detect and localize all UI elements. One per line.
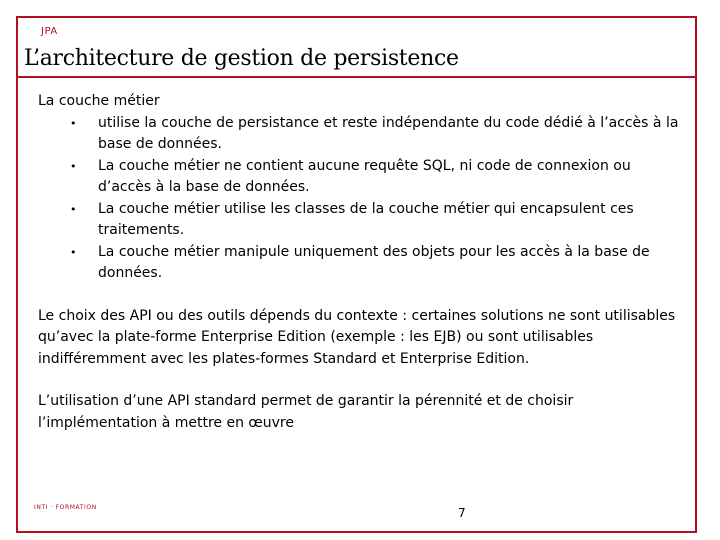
bullet-icon: •	[70, 202, 77, 216]
bullet-icon: •	[70, 116, 77, 130]
bullet-item	[70, 199, 688, 242]
paragraph-api-standard: L’utilisation d’une API standard permet de garantir la pérennité et de choisir l’implémentation à mettre en œuvre	[38, 393, 574, 431]
page-number: 7	[458, 506, 466, 520]
bullet-icon: •	[70, 159, 77, 173]
bullet-text: La couche métier ne contient aucune requête SQL, ni code de connexion ou d’accès à la base de données.	[98, 157, 631, 195]
bullet-text: utilise la couche de persistance et reste indépendante du code dédié à l’accès à la base de données.	[98, 114, 679, 152]
bullet-item	[70, 113, 688, 156]
bullet-item	[70, 242, 688, 285]
title-divider	[16, 76, 697, 78]
bullet-icon: •	[70, 245, 77, 259]
bullet-list	[38, 113, 688, 285]
section-heading: La couche métier	[38, 93, 160, 109]
footer-logo: INTI · FORMATION	[34, 504, 97, 511]
bullet-text: La couche métier utilise les classes de la couche métier qui encapsulent ces traitements.	[98, 200, 634, 238]
bullet-text: La couche métier manipule uniquement des objets pour les accès à la base de données.	[98, 243, 650, 281]
bullet-item	[70, 156, 688, 199]
slide-content	[38, 91, 688, 434]
slide-title: L’architecture de gestion de persistence	[24, 46, 459, 71]
header-tag: JPA	[41, 26, 58, 37]
paragraph-api-choice: Le choix des API ou des outils dépends du contexte : certaines solutions ne sont utilisables qu’avec la plate-forme Enterprise Edition (exemple : les EJB) ou sont utilisables indifféremment avec les plates-formes Standard et Enterprise Edition.	[38, 307, 676, 367]
